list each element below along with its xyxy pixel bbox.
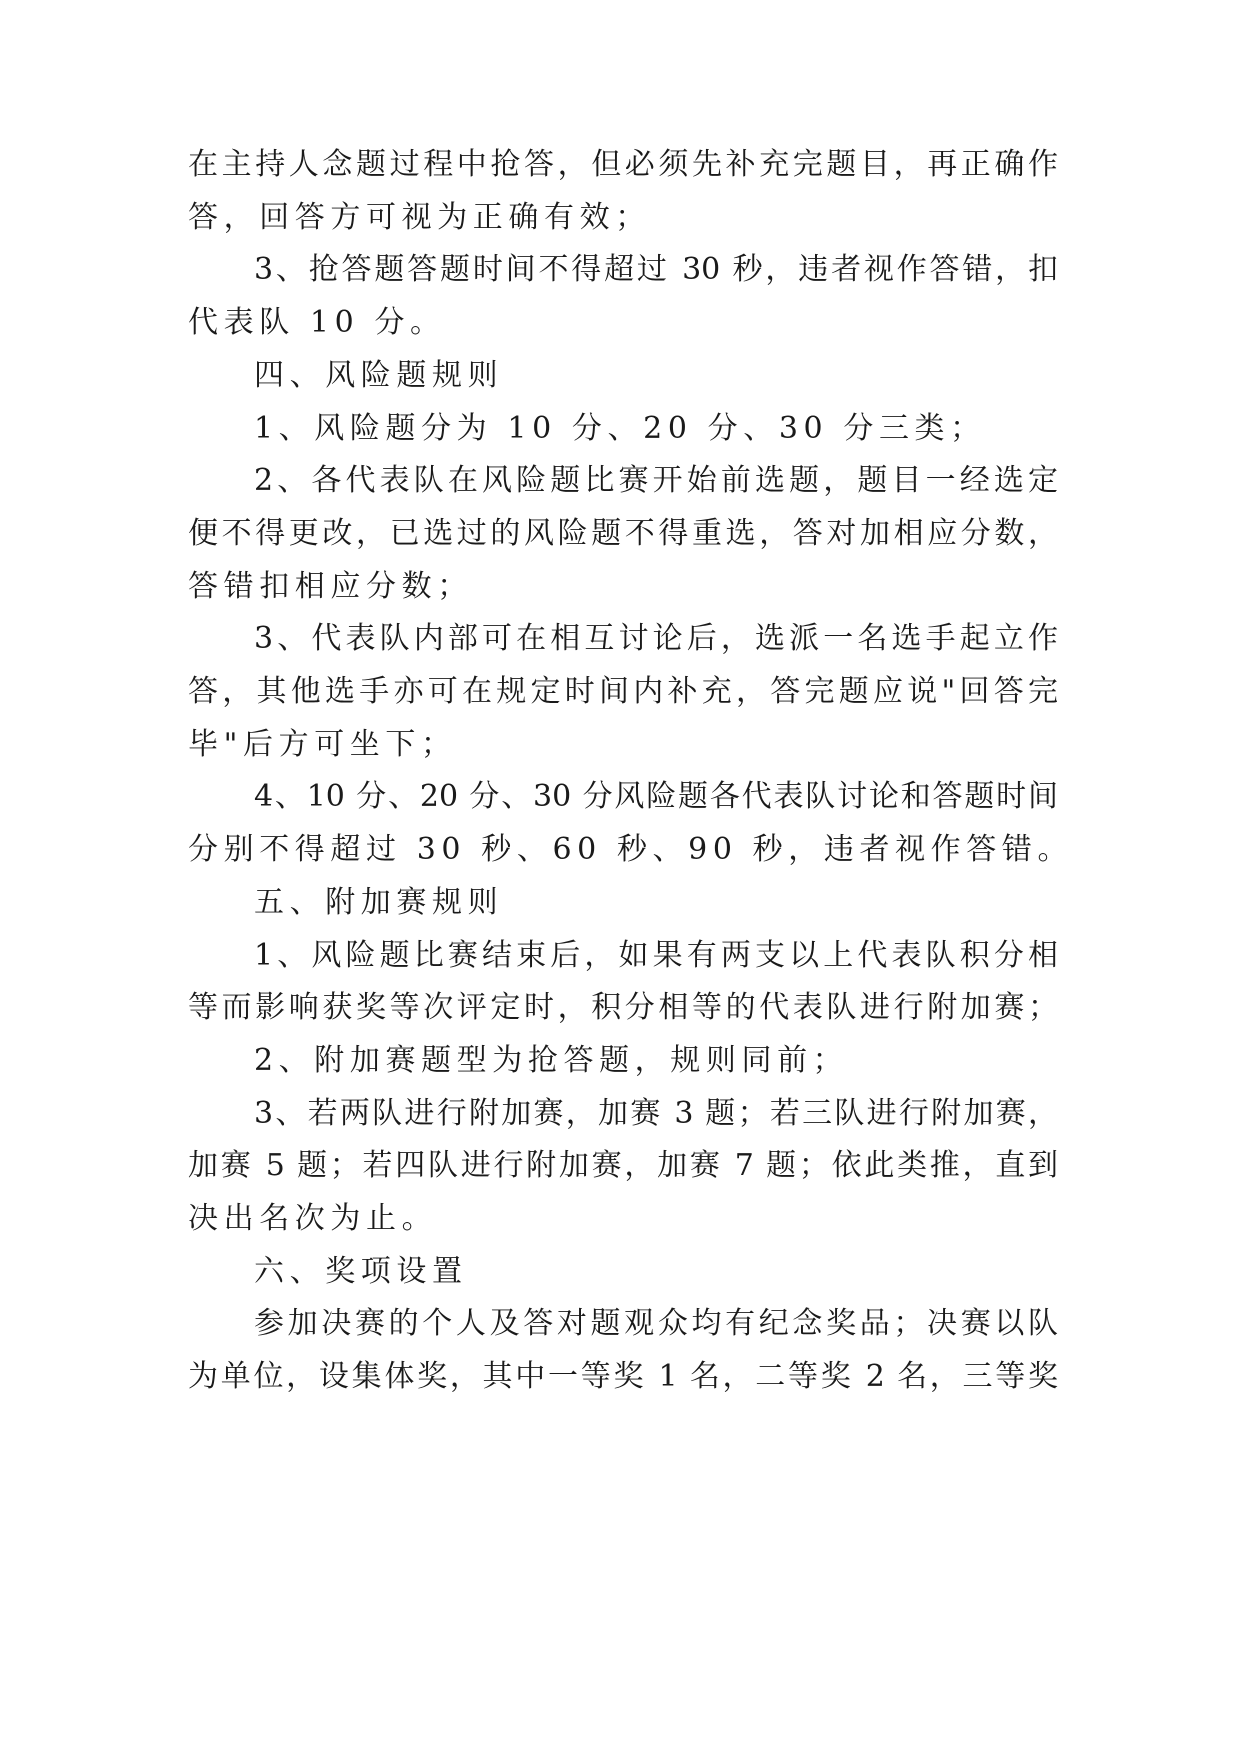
text-line: 便不得更改，已选过的风险题不得重选，答对加相应分数， [188, 515, 1058, 551]
text-line: 代表队 10 分。 [188, 305, 446, 341]
text-line: 2、各代表队在风险题比赛开始前选题，题目一经选定 [254, 463, 1058, 499]
text-line: 分别不得超过 30 秒、60 秒、90 秒，违者视作答错。 [188, 832, 1074, 868]
text-line: 等而影响获奖等次评定时，积分相等的代表队进行附加赛； [188, 990, 1058, 1026]
text-line: 3、代表队内部可在相互讨论后，选派一名选手起立作 [254, 621, 1058, 657]
text-line: 加赛 5 题；若四队进行附加赛，加赛 7 题；依此类推，直到 [188, 1148, 1058, 1184]
text-line: 2、附加赛题型为抢答题，规则同前； [254, 1042, 849, 1078]
text-line: 决出名次为止。 [188, 1201, 438, 1236]
text-line: 答，其他选手亦可在规定时间内补充，答完题应说"回答完 [188, 674, 1058, 709]
text-line: 1、风险题分为 10 分、20 分、30 分三类； [254, 410, 986, 446]
text-line: 4、10 分、20 分、30 分风险题各代表队讨论和答题时间 [254, 779, 1058, 815]
text-line: 参加决赛的个人及答对题观众均有纪念奖品；决赛以队 [254, 1306, 1058, 1342]
text-line: 1、风险题比赛结束后，如果有两支以上代表队积分相 [254, 937, 1058, 973]
text-line: 在主持人念题过程中抢答，但必须先补充完题目，再正确作 [188, 147, 1058, 182]
text-line: 3、抢答题答题时间不得超过 30 秒，违者视作答错，扣 [254, 252, 1058, 288]
text-line: 答错扣相应分数； [188, 568, 473, 604]
text-line: 五、附加赛规则 [254, 884, 504, 920]
text-line: 四、风险题规则 [254, 357, 504, 393]
text-line: 3、若两队进行附加赛，加赛 3 题；若三队进行附加赛， [254, 1095, 1058, 1131]
text-line: 答，回答方可视为正确有效； [188, 199, 651, 235]
text-line: 六、奖项设置 [254, 1253, 468, 1289]
text-line: 毕"后方可坐下； [188, 726, 457, 762]
text-line: 为单位，设集体奖，其中一等奖 1 名，二等奖 2 名，三等奖 [188, 1359, 1058, 1395]
